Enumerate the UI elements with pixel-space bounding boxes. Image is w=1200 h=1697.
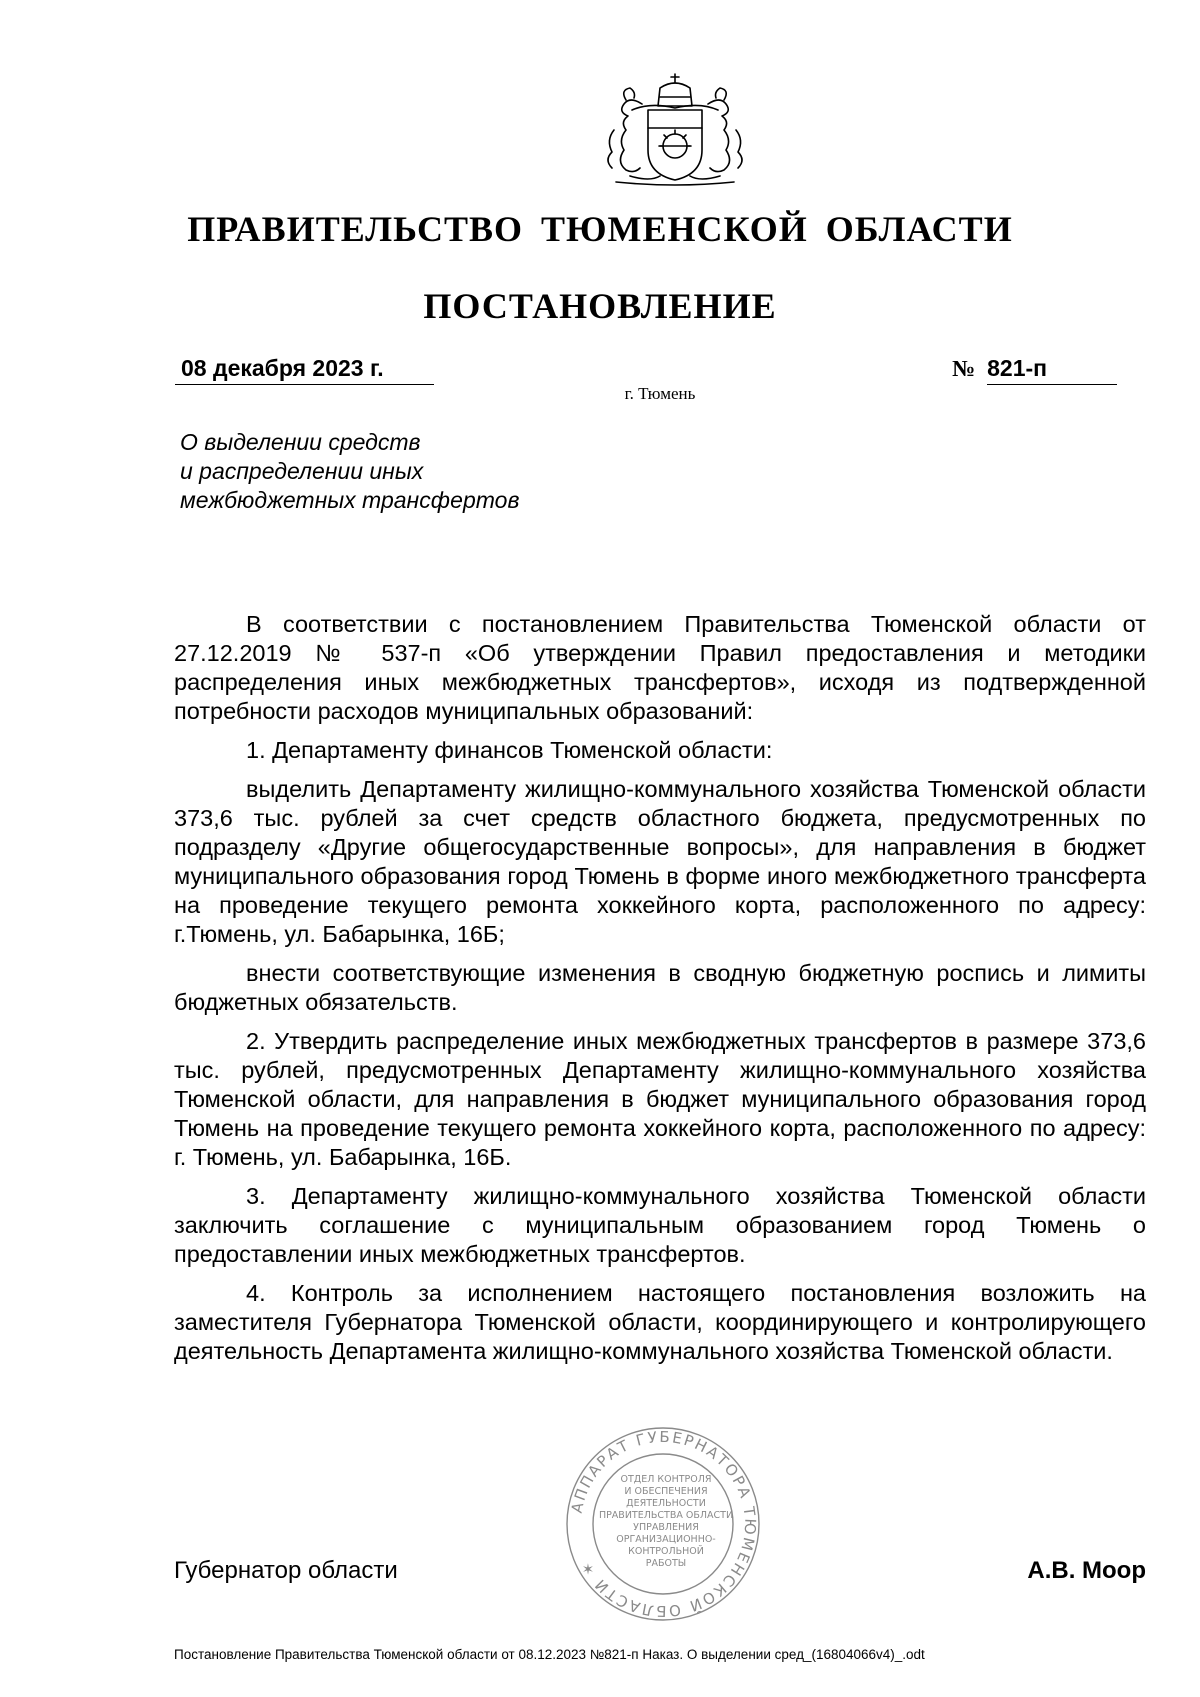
svg-text:АППАРАТ ГУБЕРНАТОРА ТЮМЕНСКОЙ: АППАРАТ ГУБЕРНАТОРА ТЮМЕНСКОЙ ОБЛАСТИ ✶ <box>567 1427 760 1621</box>
clause-1-amend: внести соответствующие изменения в сводную бюджетную роспись и лимиты бюджетных обязательств. <box>174 960 1146 1015</box>
signatory-name: А.В. Моор <box>1027 1557 1146 1584</box>
svg-text:КОНТРОЛЬНОЙ: КОНТРОЛЬНОЙ <box>628 1546 704 1557</box>
document-date: 08 декабря 2023 г. <box>175 355 434 385</box>
subject-line: и распределении иных <box>180 458 424 484</box>
clause-1-heading: 1. Департаменту финансов Тюменской области: <box>246 737 773 763</box>
signature-block <box>174 1557 1146 1591</box>
number-sign: № <box>952 356 976 381</box>
subject-line: межбюджетных трансфертов <box>180 487 520 513</box>
svg-text:РАБОТЫ: РАБОТЫ <box>645 1558 687 1569</box>
document-subject <box>180 428 680 515</box>
clause-4: 4. Контроль за исполнением настоящего постановления возложить на заместителя Губернатора Тюменской области, координирующего и контролирующего деятельность Департамента жилищно-коммунального хозяйства Тюменской области. <box>174 1280 1146 1364</box>
clause-3: 3. Департаменту жилищно-коммунального хозяйства Тюменской области заключить соглашение с муниципальным образованием город Тюмень о предоставлении иных межбюджетных трансфертов. <box>174 1183 1146 1267</box>
organization-title: ПРАВИТЕЛЬСТВО ТЮМЕНСКОЙ ОБЛАСТИ <box>187 209 1013 249</box>
svg-text:И ОБЕСПЕЧЕНИЯ: И ОБЕСПЕЧЕНИЯ <box>624 1486 708 1497</box>
svg-text:ДЕЯТЕЛЬНОСТИ: ДЕЯТЕЛЬНОСТИ <box>626 1498 706 1509</box>
svg-text:УПРАВЛЕНИЯ: УПРАВЛЕНИЯ <box>633 1522 699 1533</box>
signatory-position: Губернатор области <box>174 1557 398 1584</box>
preamble-paragraph: В соответствии с постановлением Правительства Тюменской области от 27.12.2019 № 537-п «Об утверждении Правил предоставления и методики распределения иных межбюджетных трансфертов», исходя из подтвержденной потребности расходов муниципальных образований: <box>174 611 1146 724</box>
clause-1-allocate: выделить Департаменту жилищно-коммунального хозяйства Тюменской области 373,6 тыс. рублей за счет средств областного бюджета, предусмотренных по подразделу «Другие общегосударственные вопросы», для направления в бюджет муниципального образования город Тюмень в форме иного межбюджетного трансферта на проведение текущего ремонта хоккейного корта, расположенного по адресу: г.Тюмень, ул. Бабарынка, 16Б; <box>174 776 1146 947</box>
document-body <box>174 610 1146 1376</box>
clause-2: 2. Утвердить распределение иных межбюджетных трансфертов в размере 373,6 тыс. рублей, предусмотренных Департаменту жилищно-коммунального хозяйства Тюменской области, для направления в бюджет муниципального образования город Тюмень на проведение текущего ремонта хоккейного корта, расположенного по адресу: г. Тюмень, ул. Бабарынка, 16Б. <box>174 1028 1146 1170</box>
document-type-title: ПОСТАНОВЛЕНИЕ <box>423 286 777 326</box>
document-footer: Постановление Правительства Тюменской области от 08.12.2023 №821-п Наказ. О выделении сред_(16804066v4)_.odt <box>174 1647 925 1662</box>
document-number: 821-п <box>987 355 1117 385</box>
subject-line: О выделении средств <box>180 429 421 455</box>
svg-text:ПРАВИТЕЛЬСТВА ОБЛАСТИ: ПРАВИТЕЛЬСТВА ОБЛАСТИ <box>598 1510 734 1521</box>
coat-of-arms-emblem <box>590 70 760 190</box>
official-stamp <box>563 1424 763 1624</box>
document-city: г. Тюмень <box>624 384 696 403</box>
svg-text:ОРГАНИЗАЦИОННО-: ОРГАНИЗАЦИОННО- <box>616 1534 716 1545</box>
document-number-field <box>952 355 1130 385</box>
svg-text:ОТДЕЛ КОНТРОЛЯ: ОТДЕЛ КОНТРОЛЯ <box>620 1474 712 1485</box>
